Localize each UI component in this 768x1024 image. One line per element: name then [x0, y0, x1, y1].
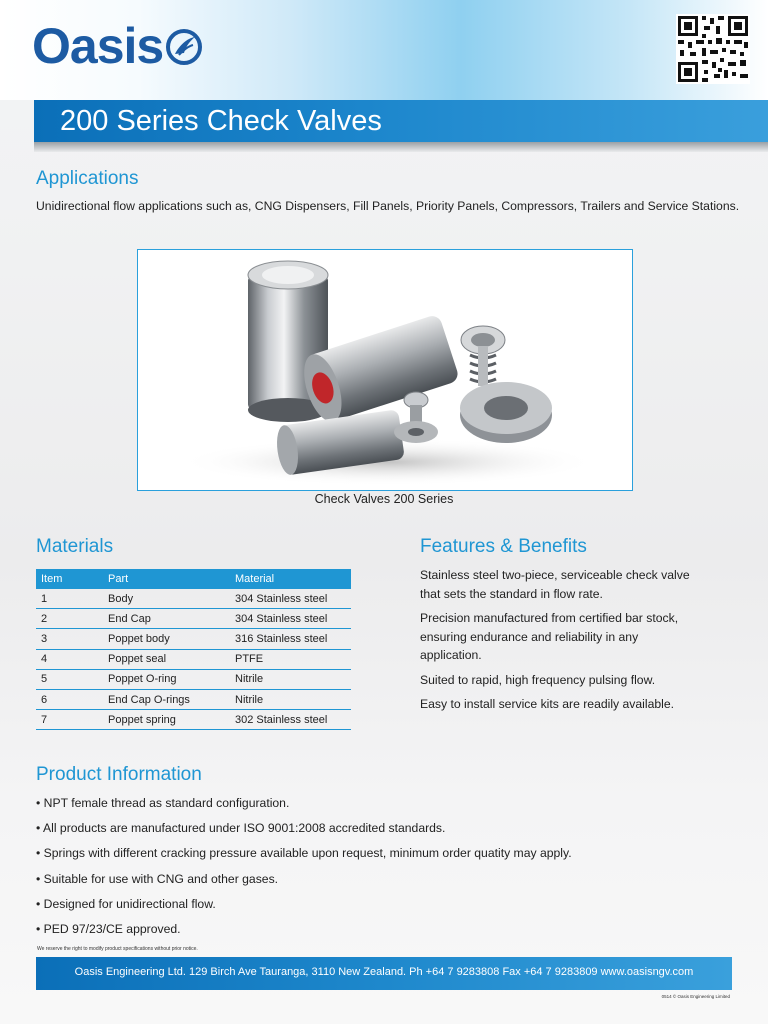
- cell-part: Poppet seal: [103, 649, 230, 669]
- cell-part: End Cap O-rings: [103, 689, 230, 709]
- product-info-item: • Springs with different cracking pressure available upon request, minimum order quatity may apply.: [36, 846, 572, 861]
- table-header-row: [36, 569, 351, 589]
- column-header-item: Item: [36, 569, 103, 589]
- disclaimer-text: We reserve the right to modify product specifications without prior notice.: [37, 946, 198, 952]
- table-row: [36, 629, 351, 649]
- cell-material: 316 Stainless steel: [230, 629, 351, 649]
- title-band: [34, 100, 768, 142]
- product-photo: [137, 249, 633, 491]
- table-row: [36, 669, 351, 689]
- page-title: 200 Series Check Valves: [60, 105, 382, 137]
- feature-item: Precision manufactured from certified bar stock, ensuring endurance and reliability in any application.: [420, 611, 679, 662]
- table-row: [36, 710, 351, 730]
- cell-material: PTFE: [230, 649, 351, 669]
- cell-part: Poppet spring: [103, 710, 230, 730]
- features-list: [420, 566, 700, 720]
- materials-heading: Materials: [36, 536, 114, 557]
- cell-material: Nitrile: [230, 689, 351, 709]
- feature-item: Suited to rapid, high frequency pulsing flow.: [420, 672, 656, 687]
- product-info-item: • Designed for unidirectional flow.: [36, 896, 216, 911]
- bird-swoosh-icon: [165, 28, 203, 66]
- title-shadow: [34, 142, 768, 152]
- cell-item: 1: [36, 589, 103, 609]
- features-heading: Features & Benefits: [420, 536, 587, 557]
- table-row: [36, 649, 351, 669]
- check-valves-illustration: [138, 250, 632, 490]
- applications-text: Unidirectional flow applications such as, CNG Dispensers, Fill Panels, Priority Panels, Compressors, Trailers and Service Stations.: [36, 199, 740, 213]
- cell-item: 7: [36, 710, 103, 730]
- product-info-item: • All products are manufactured under ISO 9001:2008 accredited standards.: [36, 821, 446, 836]
- column-header-part: Part: [103, 569, 230, 589]
- cell-material: 304 Stainless steel: [230, 589, 351, 609]
- cell-part: Body: [103, 589, 230, 609]
- brand-name: Oasis: [32, 18, 164, 74]
- product-info-item: • NPT female thread as standard configuration.: [36, 796, 290, 810]
- cell-part: End Cap: [103, 609, 230, 629]
- figure-caption: Check Valves 200 Series: [314, 492, 454, 506]
- document-reference: 0514 © Oasis Engineering Limited: [661, 994, 730, 999]
- product-info-list: [36, 794, 572, 945]
- oasis-logo[interactable]: [32, 18, 203, 74]
- cell-item: 2: [36, 609, 103, 629]
- applications-heading: Applications: [36, 168, 139, 189]
- product-info-heading: Product Information: [36, 764, 202, 785]
- cell-item: 3: [36, 629, 103, 649]
- cell-material: 302 Stainless steel: [230, 710, 351, 730]
- qr-code-icon[interactable]: [676, 14, 750, 84]
- cell-material: 304 Stainless steel: [230, 609, 351, 629]
- header-banner: [0, 0, 768, 100]
- table-row: [36, 609, 351, 629]
- cell-part: Poppet O-ring: [103, 669, 230, 689]
- cell-part: Poppet body: [103, 629, 230, 649]
- column-header-material: Material: [230, 569, 351, 589]
- table-row: [36, 589, 351, 609]
- product-info-item: • Suitable for use with CNG and other gases.: [36, 871, 279, 886]
- feature-item: Stainless steel two-piece, serviceable check valve that sets the standard in flow rate.: [420, 568, 690, 601]
- table-row: [36, 689, 351, 709]
- materials-table: [36, 569, 351, 730]
- product-info-item: • PED 97/23/CE approved.: [36, 921, 181, 936]
- footer-contact-bar: Oasis Engineering Ltd. 129 Birch Ave Tauranga, 3110 New Zealand. Ph +64 7 9283808 Fax +64 7 9283809 www.oasisngv.com: [36, 957, 732, 990]
- feature-item: Easy to install service kits are readily available.: [420, 697, 675, 711]
- cell-material: Nitrile: [230, 669, 351, 689]
- cell-item: 4: [36, 649, 103, 669]
- cell-item: 6: [36, 689, 103, 709]
- cell-item: 5: [36, 669, 103, 689]
